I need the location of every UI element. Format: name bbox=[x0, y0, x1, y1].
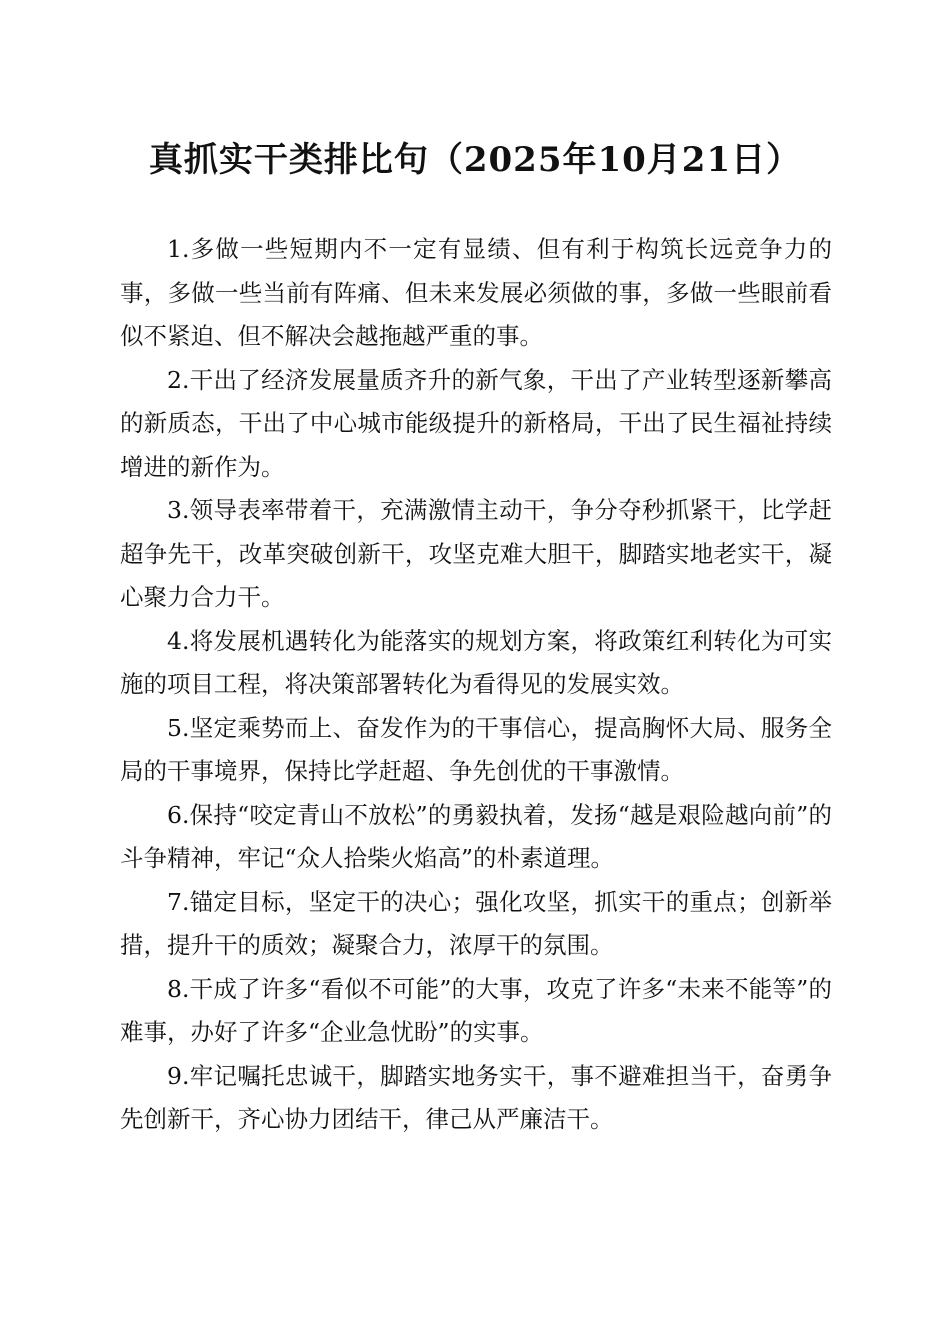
paragraph-3: 3.领导表率带着干，充满激情主动干，争分夺秒抓紧干，比学赶超争先干，改革突破创新干，攻坚克难大胆干，脚踏实地老实干，凝心聚力合力干。 bbox=[120, 496, 832, 611]
paragraph-9: 9.牢记嘱托忠诚干，脚踏实地务实干，事不避难担当干，奋勇争先创新干，齐心协力团结干，律己从严廉洁干。 bbox=[120, 1061, 832, 1133]
paragraph-2: 2.干出了经济发展量质齐升的新气象，干出了产业转型逐新攀高的新质态，干出了中心城市能级提升的新格局，干出了民生福祉持续增进的新作为。 bbox=[120, 365, 832, 481]
paragraph-8: 8.干成了许多“看似不可能”的大事，攻克了许多“未来不能等”的难事，办好了许多“企业急忧盼”的实事。 bbox=[120, 974, 832, 1046]
paragraph-7: 7.锚定目标，坚定干的决心；强化攻坚，抓实干的重点；创新举措，提升干的质效；凝聚合力，浓厚干的氛围。 bbox=[120, 887, 832, 959]
paragraph-6: 6.保持“咬定青山不放松”的勇毅执着，发扬“越是艰险越向前”的斗争精神，牢记“众人拾柴火焰高”的朴素道理。 bbox=[120, 800, 832, 872]
document-body bbox=[120, 228, 832, 1142]
page-title: 真抓实干类排比句（2025年10月21日） bbox=[148, 140, 802, 180]
paragraph-5: 5.坚定乘势而上、奋发作为的干事信心，提高胸怀大局、服务全局的干事境界，保持比学赶超、争先创优的干事激情。 bbox=[120, 713, 832, 785]
paragraph-4: 4.将发展机遇转化为能落实的规划方案，将政策红利转化为可实施的项目工程，将决策部署转化为看得见的发展实效。 bbox=[120, 626, 832, 698]
paragraph-1: 1.多做一些短期内不一定有显绩、但有利于构筑长远竞争力的事，多做一些当前有阵痛、但未来发展必须做的事，多做一些眼前看似不紧迫、但不解决会越拖越严重的事。 bbox=[120, 235, 832, 350]
